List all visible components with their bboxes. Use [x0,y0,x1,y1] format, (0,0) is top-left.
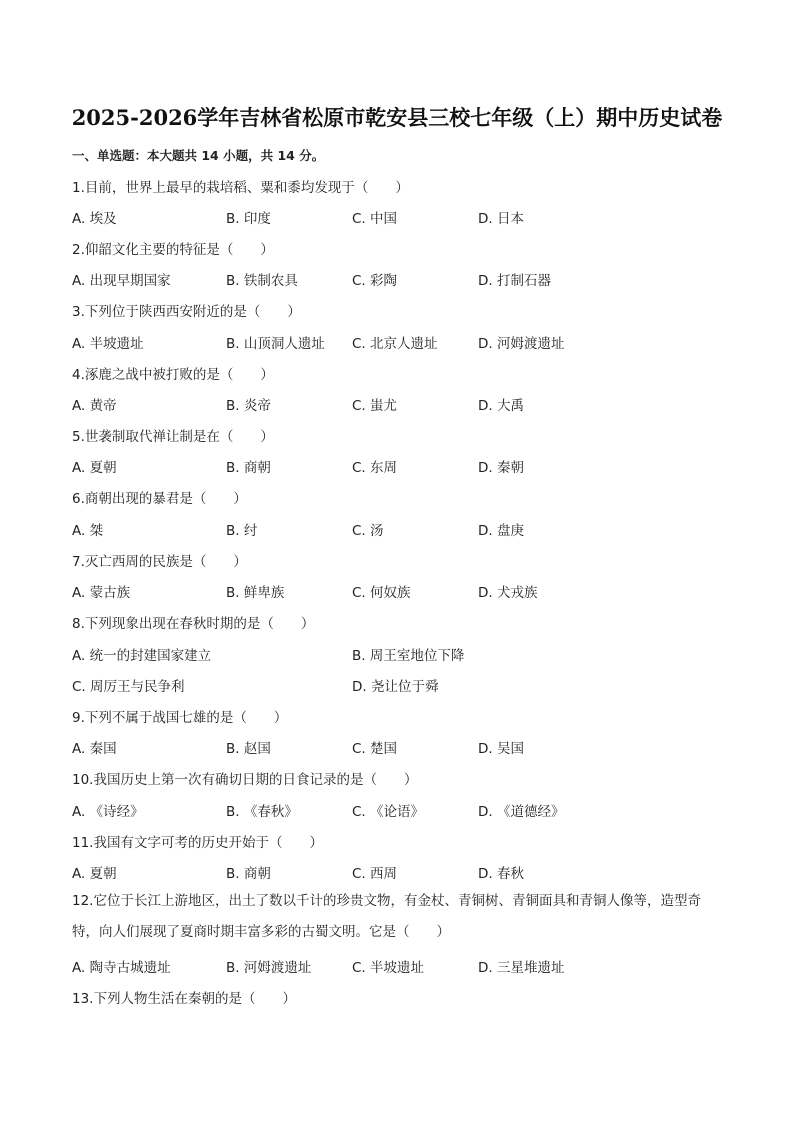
question-3: 3.下列位于陕西西安附近的是（ ） [72,304,301,320]
q9-option-c: C. 楚国 [352,741,398,757]
q4-option-c: C. 蚩尤 [352,398,398,414]
question-1: 1.目前，世界上最早的栽培稻、粟和黍均发现于（ ） [72,180,409,196]
q3-option-c: C. 北京人遗址 [352,336,438,352]
q11-option-d: D. 春秋 [478,866,524,882]
question-12: 12.它位于长江上游地区，出土了数以千计的珍贵文物，有金杖、青铜树、青铜面具和青铜人像等，造型奇特，向人们展现了夏商时期丰富多彩的古蜀文明。它是（ ） [72,893,701,940]
q2-option-d: D. 打制石器 [478,273,551,289]
question-8: 8.下列现象出现在春秋时期的是（ ） [72,616,315,632]
q10-option-b: B. 《春秋》 [226,804,298,820]
q9-option-d: D. 吴国 [478,741,524,757]
question-7: 7.灭亡西周的民族是（ ） [72,554,247,570]
q5-option-c: C. 东周 [352,460,398,476]
q6-option-a: A. 桀 [72,523,104,539]
q4-option-b: B. 炎帝 [226,398,271,414]
q1-option-b: B. 印度 [226,211,271,227]
q9-option-a: A. 秦国 [72,741,117,757]
q5-option-a: A. 夏朝 [72,460,117,476]
question-9: 9.下列不属于战国七雄的是（ ） [72,710,288,726]
q2-option-c: C. 彩陶 [352,273,398,289]
q8-option-d: D. 尧让位于舜 [352,679,439,695]
q6-option-c: C. 汤 [352,523,384,539]
q11-option-c: C. 西周 [352,866,398,882]
question-13: 13.下列人物生活在秦朝的是（ ） [72,991,296,1007]
q7-option-c: C. 何奴族 [352,585,411,601]
q7-option-a: A. 蒙古族 [72,585,131,601]
q1-option-d: D. 日本 [478,211,524,227]
q11-option-b: B. 商朝 [226,866,271,882]
q12-option-d: D. 三星堆遗址 [478,960,565,976]
q4-option-d: D. 大禹 [478,398,524,414]
q10-option-a: A. 《诗经》 [72,804,144,820]
q6-option-d: D. 盘庚 [478,523,524,539]
q7-option-d: D. 犬戎族 [478,585,538,601]
q8-option-b: B. 周王室地位下降 [352,648,465,664]
q11-option-a: A. 夏朝 [72,866,117,882]
exam-title: 2025-2026学年吉林省松原市乾安县三校七年级（上）期中历史试卷 [71,105,723,130]
q10-option-d: D. 《道德经》 [478,804,565,820]
section-heading: 一、单选题：本大题共 14 小题，共 14 分。 [72,148,325,163]
question-2: 2.仰韶文化主要的特征是（ ） [72,242,274,258]
question-11: 11.我国有文字可考的历史开始于（ ） [72,835,323,851]
q4-option-a: A. 黄帝 [72,398,117,414]
q8-option-c: C. 周厉王与民争利 [72,679,185,695]
q3-option-d: D. 河姆渡遗址 [478,336,565,352]
q2-option-b: B. 铁制农具 [226,273,298,289]
q12-option-a: A. 陶寺古城遗址 [72,960,171,976]
question-10: 10.我国历史上第一次有确切日期的日食记录的是（ ） [72,772,418,788]
question-4: 4.涿鹿之战中被打败的是（ ） [72,367,274,383]
q12-option-c: C. 半坡遗址 [352,960,425,976]
q10-option-c: C. 《论语》 [352,804,425,820]
q12-option-b: B. 河姆渡遗址 [226,960,312,976]
q7-option-b: B. 鲜卑族 [226,585,285,601]
q1-option-a: A. 埃及 [72,211,117,227]
q6-option-b: B. 纣 [226,523,258,539]
question-5: 5.世袭制取代禅让制是在（ ） [72,429,274,445]
q3-option-b: B. 山顶洞人遗址 [226,336,325,352]
q5-option-b: B. 商朝 [226,460,271,476]
q2-option-a: A. 出现早期国家 [72,273,171,289]
question-6: 6.商朝出现的暴君是（ ） [72,491,247,507]
q8-option-a: A. 统一的封建国家建立 [72,648,212,664]
q1-option-c: C. 中国 [352,211,398,227]
q9-option-b: B. 赵国 [226,741,271,757]
q5-option-d: D. 秦朝 [478,460,524,476]
q3-option-a: A. 半坡遗址 [72,336,144,352]
